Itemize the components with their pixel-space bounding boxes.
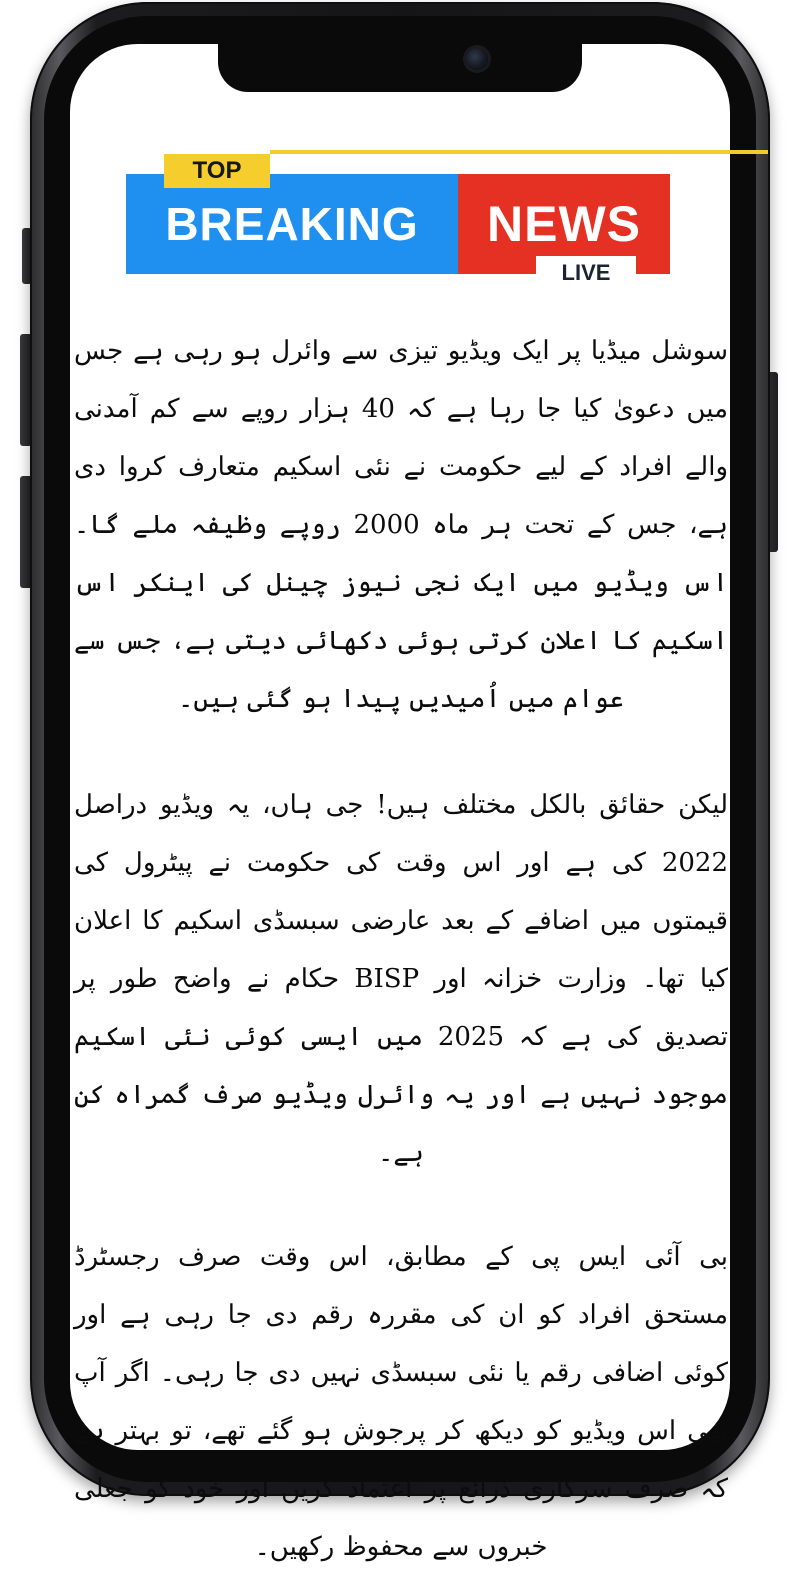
live-label: LIVE	[536, 256, 636, 290]
breaking-news-banner	[126, 148, 670, 292]
front-camera-icon	[466, 48, 488, 70]
notch	[218, 44, 582, 92]
article-paragraph-1: سوشل میڈیا پر ایک ویڈیو تیزی سے وائرل ہو رہی ہے جس میں دعویٰ کیا جا رہا ہے کہ 40 ہزار روپے سے کم آمدنی والے افراد کے لیے حکومت نے نئی اسکیم متعارف کروا دی ہے، جس کے تحت ہر ماہ 2000 روپے وظیفہ ملے گا۔ اس ویڈیو میں ایک نجی نیوز چینل کی اینکر اس اسکیم کا اعلان کرتی ہوئی دکھائی دیتی ہے، جس سے عوام میں اُمیدیں پیدا ہو گئی ہیں۔	[74, 336, 728, 714]
breaking-label: BREAKING	[126, 174, 458, 274]
news-label: NEWS	[458, 174, 670, 274]
article-paragraph-3: بی آئی ایس پی کے مطابق، اس وقت صرف رجسٹرڈ مستحق افراد کو ان کی مقررہ رقم دی جا رہی ہے اور کوئی اضافی رقم یا نئی سبسڈی نہیں دی جا رہی۔ اگر آپ بھی اس ویڈیو کو دیکھ کر پرجوش ہو گئے تھے، تو بہتر ہے کہ صرف سرکاری ذرائع پر اعتماد کریں اور خود کو جعلی خبروں سے محفوظ رکھیں۔	[74, 1242, 728, 1562]
top-label: TOP	[164, 154, 270, 188]
article-body	[74, 322, 728, 1576]
article-paragraph-2: لیکن حقائق بالکل مختلف ہیں! جی ہاں، یہ ویڈیو دراصل 2022 کی ہے اور اس وقت کی حکومت نے پیٹرول کی قیمتوں میں اضافے کے بعد عارضی سبسڈی اسکیم کا اعلان کیا تھا۔ وزارت خزانہ اور BISP حکام نے واضح طور پر تصدیق کی ہے کہ 2025 میں ایسی کوئی نئی اسکیم موجود نہیں ہے اور یہ وائرل ویڈیو صرف گمراہ کن ہے۔	[74, 790, 728, 1168]
banner-accent-line	[270, 150, 768, 154]
